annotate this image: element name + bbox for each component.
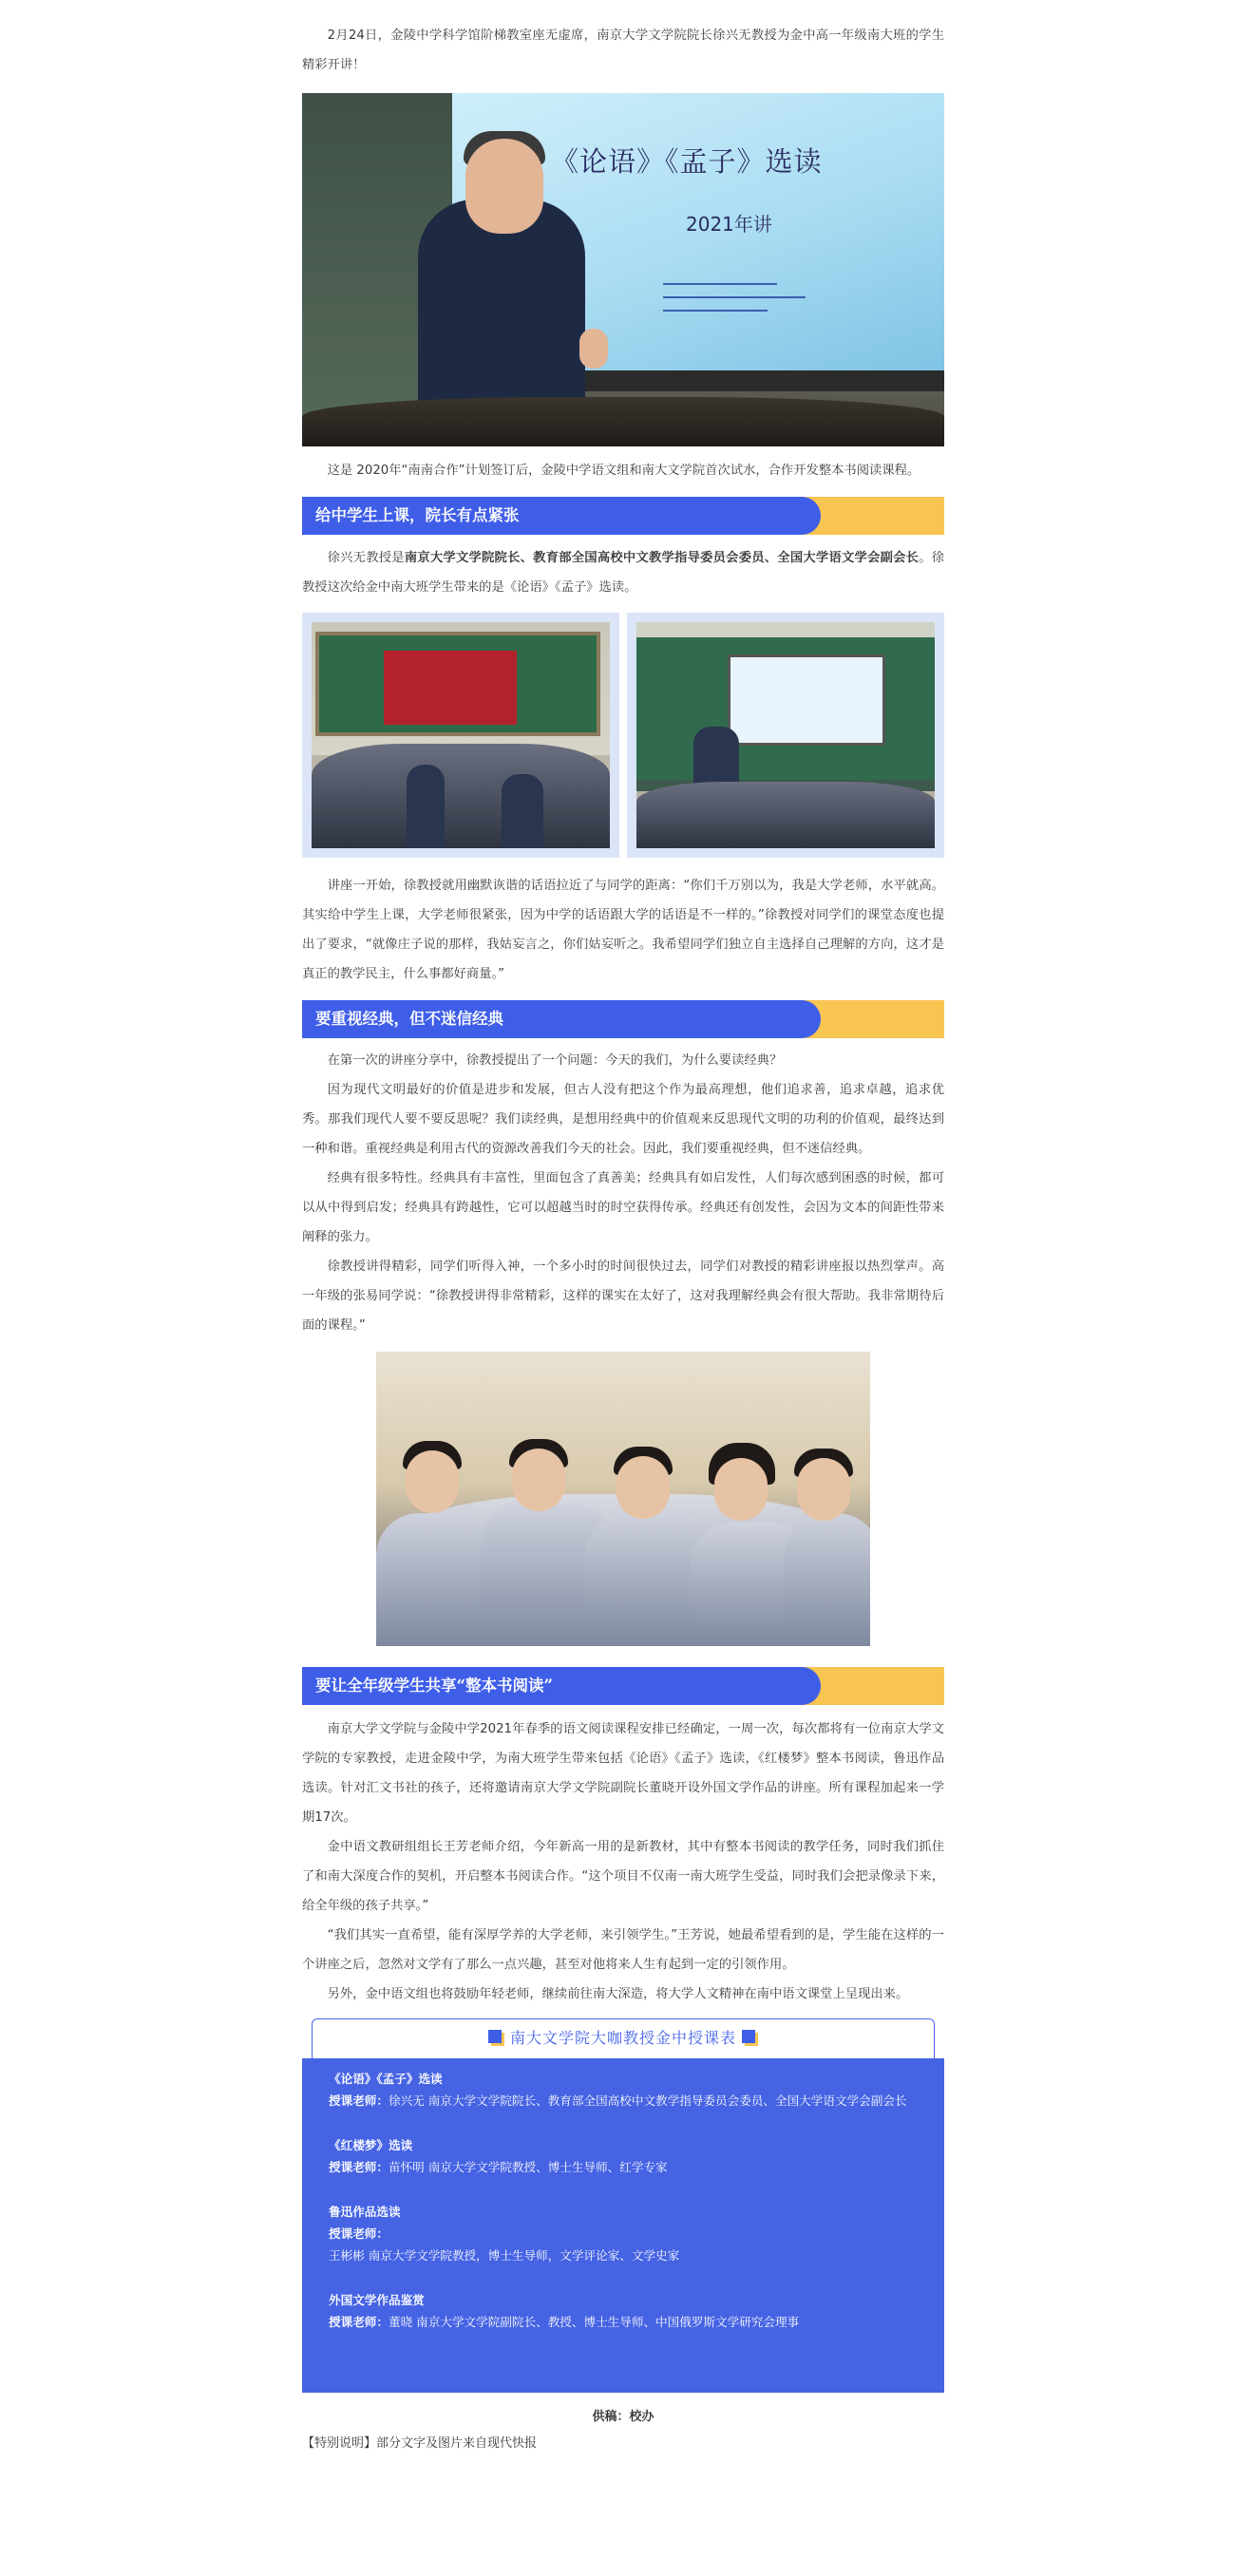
screen-title: 《论语》《孟子》选读 (551, 145, 823, 178)
section-heading-3 (302, 1667, 944, 1705)
classroom-photo-right (627, 613, 944, 858)
course-teacher: 授课老师： (329, 2226, 389, 2241)
special-note: 【特别说明】部分文字及图片来自现代快报 (302, 2436, 538, 2451)
course-title: 《红楼梦》选读 (329, 2138, 413, 2152)
course-teacher: 授课老师：徐兴无 南京大学文学院院长、教育部全国高校中文教学指导委员会委员、全国大学语文学会副会长 (329, 2093, 907, 2108)
section-title: 要重视经典，但不迷信经典 (315, 1010, 503, 1028)
course-teacher-detail: 王彬彬 南京大学文学院教授，博士生导师，文学评论家、文学史家 (329, 2248, 680, 2263)
course-schedule-box (302, 2018, 944, 2393)
classics-paragraph: 因为现代文明最好的价值是进步和发展，但古人没有把这个作为最高理想，他们追求善，追求卓越，追求优秀。那我们现代人要不要反思呢？我们读经典，是想用经典中的价值观来反思现代文明的功利的价值观，最终达到一种和谐。重视经典是利用古代的资源改善我们今天的社会。因此，我们要重视经典，但不迷信经典。 (302, 1083, 944, 1156)
course-title: 《论语》《孟子》选读 (329, 2072, 443, 2086)
intro-paragraph: 2月24日，金陵中学科学馆阶梯教室座无虚席，南京大学文学院院长徐兴无教授为金中高一年级南大班的学生精彩开讲！ (302, 28, 944, 72)
screen-subtitle: 2021年讲 (686, 213, 772, 236)
schedule-body (302, 2058, 944, 2393)
section-title: 给中学生上课，院长有点紧张 (315, 506, 520, 524)
reading-course-paragraph: 另外，金中语文组也将鼓励年轻老师，继续前往南大深造，将大学人文精神在南中语文课堂上呈现出来。 (327, 1987, 909, 2001)
square-icon-left (488, 2030, 504, 2046)
schedule-title: 南大文学院大咖教授金中授课表 (509, 2029, 736, 2047)
square-icon-right (742, 2030, 758, 2046)
credit-line: 供稿：校办 (592, 2410, 654, 2424)
course-item (329, 2201, 921, 2266)
course-item (329, 2289, 921, 2333)
classics-paragraph: 徐教授讲得精彩，同学们听得入神，一个多小时的时间很快过去，同学们对教授的精彩讲座报以热烈掌声。高一年级的张易同学说：“徐教授讲得非常精彩，这样的课实在太好了，这对我理解经典会有很大帮助。我非常期待后面的课程。” (302, 1260, 944, 1333)
article (302, 0, 944, 2455)
reading-course-paragraph: 南京大学文学院与金陵中学2021年春季的语文阅读课程安排已经确定，一周一次，每次都将有一位南京大学文学院的专家教授，走进金陵中学，为南大班学生带来包括《论语》《孟子》选读，《红楼梦》整本书阅读，鲁迅作品选读。针对汇文书社的孩子，还将邀请南京大学文学院副院长董晓开设外国文学作品的讲座。所有课程加起来一学期17次。 (302, 1722, 944, 1825)
section-title: 要让全年级学生共享“整本书阅读” (315, 1676, 553, 1695)
course-teacher: 授课老师：董晓 南京大学文学院副院长、教授、博士生导师、中国俄罗斯文学研究会理事 (329, 2315, 800, 2329)
course-item (329, 2134, 921, 2178)
course-teacher: 授课老师：苗怀明 南京大学文学院教授、博士生导师、红学专家 (329, 2160, 668, 2174)
classics-paragraph: 在第一次的讲座分享中，徐教授提出了一个问题：今天的我们，为什么要读经典？ (327, 1053, 783, 1068)
reading-course-paragraph: 金中语文教研组组长王芳老师介绍，今年新高一用的是新教材，其中有整本书阅读的教学任务，同时我们抓住了和南大深度合作的契机，开启整本书阅读合作。“这个项目不仅南一南大班学生受益，同时我们会把录像录下来，给全年级的孩子共享。” (302, 1840, 944, 1913)
professor-titles: 南京大学文学院院长、教育部全国高校中文教学指导委员会委员、全国大学语文学会副会长 (404, 551, 920, 565)
lecture-photo (302, 93, 944, 446)
classics-paragraph: 经典有很多特性。经典具有丰富性，里面包含了真善美；经典具有如启发性，人们每次感到困惑的时候，都可以从中得到启发；经典具有跨越性，它可以超越当时的时空获得传承。经典还有创发性，会因为文本的间距性带来阐释的张力。 (302, 1171, 944, 1244)
section-heading-2 (302, 1000, 944, 1038)
students-photo (376, 1352, 870, 1646)
course-title: 外国文学作品鉴赏 (329, 2293, 425, 2307)
professor-intro-paragraph: 徐兴无教授是南京大学文学院院长、教育部全国高校中文教学指导委员会委员、全国大学语文学会副会长。徐教授这次给金中南大班学生带来的是《论语》《孟子》选读。 (302, 551, 945, 595)
context-paragraph: 这是 2020年“南南合作”计划签订后，金陵中学语文组和南大文学院首次试水，合作开发整本书阅读课程。 (327, 464, 920, 478)
lecture-opening-paragraph: 讲座一开始，徐教授就用幽默诙谐的话语拉近了与同学的距离：“你们千万别以为，我是大学老师，水平就高。其实给中学生上课，大学老师很紧张，因为中学的话语跟大学的话语是不一样的。”徐教授对同学们的课堂态度也提出了要求，“就像庄子说的那样，我姑妄言之，你们姑妄听之。我希望同学们独立自主选择自己理解的方向，这才是真正的教学民主，什么事都好商量。” (302, 879, 944, 981)
classroom-photo-left (302, 613, 619, 858)
photo-pair (302, 613, 944, 858)
section-heading-1 (302, 497, 944, 535)
course-title: 鲁迅作品选读 (329, 2205, 401, 2219)
reading-course-paragraph: “我们其实一直希望，能有深厚学养的大学老师，来引领学生。”王芳说，她最希望看到的是，学生能在这样的一个讲座之后，忽然对文学有了那么一点兴趣，甚至对他将来人生有起到一定的引领作用。 (302, 1928, 944, 1972)
course-item (329, 2068, 921, 2112)
